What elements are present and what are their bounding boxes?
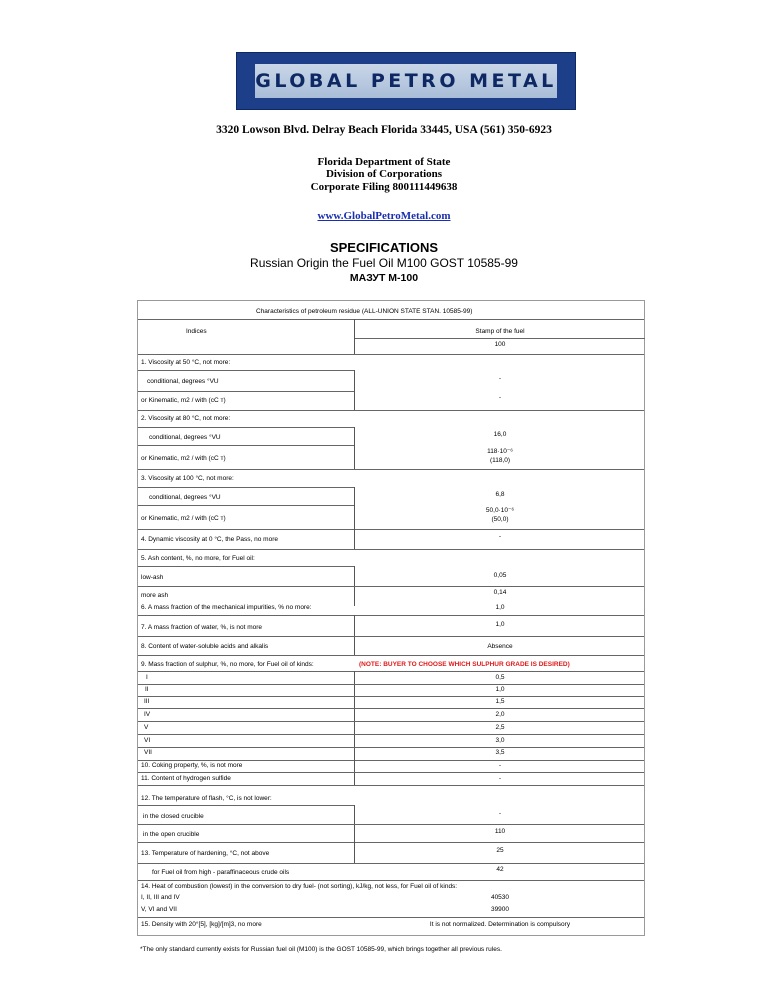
table-row-value: 40530 [490, 894, 510, 901]
table-row-value: It is not normalized. Determination is compulsory [429, 921, 571, 928]
table-rule [138, 734, 644, 735]
table-rule [138, 319, 644, 320]
table-row-value: 3,0 [495, 737, 505, 744]
table-rule [138, 747, 644, 748]
table-rule [138, 805, 354, 806]
table-row-label: 7. A mass fraction of water, %, is not more [141, 624, 263, 631]
table-row-label: VI [144, 737, 151, 744]
website-link[interactable]: www.GlobalPetroMetal.com [317, 210, 451, 222]
spec-subtitle: Russian Origin the Fuel Oil M100 GOST 10585-99 [250, 256, 518, 270]
table-rule [138, 529, 644, 530]
table-row-label: VII [144, 749, 152, 756]
table-rule [138, 671, 644, 672]
registration-line-3: Corporate Filing 800111449638 [310, 181, 458, 193]
table-row-value: 6,8 [495, 491, 505, 498]
grade-value: 100 [494, 341, 506, 348]
table-row-label: 9. Mass fraction of sulphur, %, no more, for Fuel oil of kinds: [141, 661, 314, 668]
table-rule [138, 863, 644, 864]
sulphur-grade-note: (NOTE: BUYER TO CHOOSE WHICH SULPHUR GRADE IS DESIRED) [359, 661, 570, 668]
table-row-label: more ash [141, 592, 169, 599]
table-rule [138, 354, 644, 355]
table-row-label: I, II, III and IV [141, 894, 180, 901]
table-caption: Characteristics of petroleum residue (ALL-UNION STATE STAN. 10585-99) [256, 308, 473, 315]
table-row-label: conditional, degrees °VU [147, 378, 219, 385]
table-rule [138, 880, 644, 881]
spec-russian-name: МАЗУТ М-100 [349, 272, 419, 284]
table-row-label: or Kinematic, m2 / with (cC т) [141, 515, 226, 522]
table-row-value: 42 [496, 866, 504, 873]
table-row-label: I [146, 674, 148, 681]
table-rule [138, 917, 644, 918]
table-row-label: or Kinematic, m2 / with (cC т) [141, 455, 226, 462]
company-address: 3320 Lowson Blvd. Delray Beach Florida 33445, USA (561) 350-6923 [216, 124, 552, 136]
table-rule [138, 842, 644, 843]
table-rule [138, 391, 354, 392]
table-row-value: 50,0·10⁻⁶ [485, 507, 515, 514]
table-row-value: 2,0 [495, 711, 505, 718]
table-row-value: - [498, 375, 502, 382]
table-rule [138, 469, 644, 470]
table-row-value: 16,0 [493, 431, 507, 438]
table-rule [138, 696, 644, 697]
table-row-label: IV [144, 711, 151, 718]
table-row-value: 2,5 [495, 724, 505, 731]
table-row-label: conditional, degrees °VU [149, 494, 221, 501]
table-row-value: 39900 [490, 906, 510, 913]
table-row-label: or Kinematic, m2 / with (cC т) [141, 397, 226, 404]
table-row-value-secondary: (50,0) [491, 516, 509, 523]
table-row-value: - [498, 533, 502, 540]
table-row-value: 1,0 [495, 604, 505, 611]
table-rule [138, 487, 354, 488]
table-rule [138, 427, 354, 428]
table-rule [138, 655, 644, 656]
table-row-label: 4. Dynamic viscosity at 0 °C, the Pass, no more [141, 536, 278, 543]
footnote: *The only standard currently exists for Russian fuel oil (M100) is the GOST 10585-99, which brings together all previous rules. [140, 946, 502, 953]
table-rule [138, 684, 644, 685]
table-row-label: in the open crucible [143, 831, 200, 838]
registration-line-1: Florida Department of State [317, 156, 451, 168]
table-row-value: 0,14 [493, 589, 507, 596]
table-rule [138, 824, 644, 825]
table-rule [138, 566, 354, 567]
table-row-value: - [498, 762, 502, 769]
table-row-label: for Fuel oil from high - paraffinaceous crude oils [152, 869, 290, 876]
table-row-label: 3. Viscosity at 100 °C, not more: [141, 475, 234, 482]
table-row-value: Absence [487, 643, 513, 650]
table-row-label: 8. Content of water-soluble acids and alkalis [141, 643, 269, 650]
table-row-value: 0,5 [495, 674, 505, 681]
registration-line-2: Division of Corporations [325, 168, 443, 180]
table-row-value: - [498, 394, 502, 401]
table-row-label: 5. Ash content, %, no more, for Fuel oil: [141, 555, 255, 562]
table-row-label: low-ash [141, 574, 164, 581]
table-row-label: V [144, 724, 149, 731]
table-rule [138, 708, 644, 709]
logo-banner [255, 64, 557, 98]
table-row-value-secondary: (118,0) [489, 457, 511, 464]
table-rule [138, 760, 644, 761]
col-header-stamp: Stamp of the fuel [475, 328, 525, 335]
table-row-label: 15. Density with 20°[5], [kg]/[m]3, no more [141, 921, 262, 928]
table-row-label: III [144, 698, 150, 705]
table-row-value: 110 [494, 828, 506, 835]
table-rule [138, 785, 644, 786]
table-rule [355, 338, 645, 339]
col-header-indices: Indices [186, 328, 207, 335]
table-row-value: 1,5 [495, 698, 505, 705]
table-rule [138, 410, 644, 411]
table-rule [138, 636, 644, 637]
table-rule [138, 445, 354, 446]
table-rule [138, 772, 644, 773]
table-rule [138, 615, 644, 616]
table-row-label: in the closed crucible [143, 813, 204, 820]
table-row-value: 1,0 [495, 621, 505, 628]
table-row-label: 2. Viscosity at 80 °C, not more: [141, 415, 231, 422]
table-row-label: V, VI and VII [141, 906, 177, 913]
company-logo [236, 52, 576, 110]
table-row-value: - [498, 775, 502, 782]
table-rule [138, 586, 644, 587]
column-divider [354, 529, 355, 549]
table-rule [138, 370, 354, 371]
table-row-value: 3,5 [495, 749, 505, 756]
table-row-label: 6. A mass fraction of the mechanical impurities, % no more: [141, 604, 312, 611]
table-row-value: - [498, 810, 502, 817]
table-row-value: 25 [496, 847, 504, 854]
table-row-label: 10. Coking property, %, is not more [141, 762, 243, 769]
table-row-value: 118·10⁻⁶ [487, 448, 513, 455]
table-row-label: 1. Viscosity at 50 °C, not more: [141, 359, 231, 366]
table-row-label: 11. Content of hydrogen sulfide [141, 775, 231, 782]
table-rule [138, 505, 354, 506]
table-rule [138, 549, 644, 550]
table-row-label: 12. The temperature of flash, °C, is not lower: [141, 795, 272, 802]
table-row-value: 0,05 [493, 572, 507, 579]
table-row-value: 1,0 [495, 686, 505, 693]
logo-text: GLOBAL PETRO METAL [255, 70, 557, 92]
table-row-label: II [145, 686, 149, 693]
spec-title: SPECIFICATIONS [329, 240, 439, 255]
table-row-label: 14. Heat of combustion (lowest) in the conversion to dry fuel- (not sorting), kJ/kg, not less, for Fuel oil of kinds: [141, 883, 458, 890]
table-row-label: 13. Temperature of hardening, °C, not above [141, 850, 270, 857]
table-rule [138, 721, 644, 722]
table-row-label: conditional, degrees °VU [149, 434, 221, 441]
